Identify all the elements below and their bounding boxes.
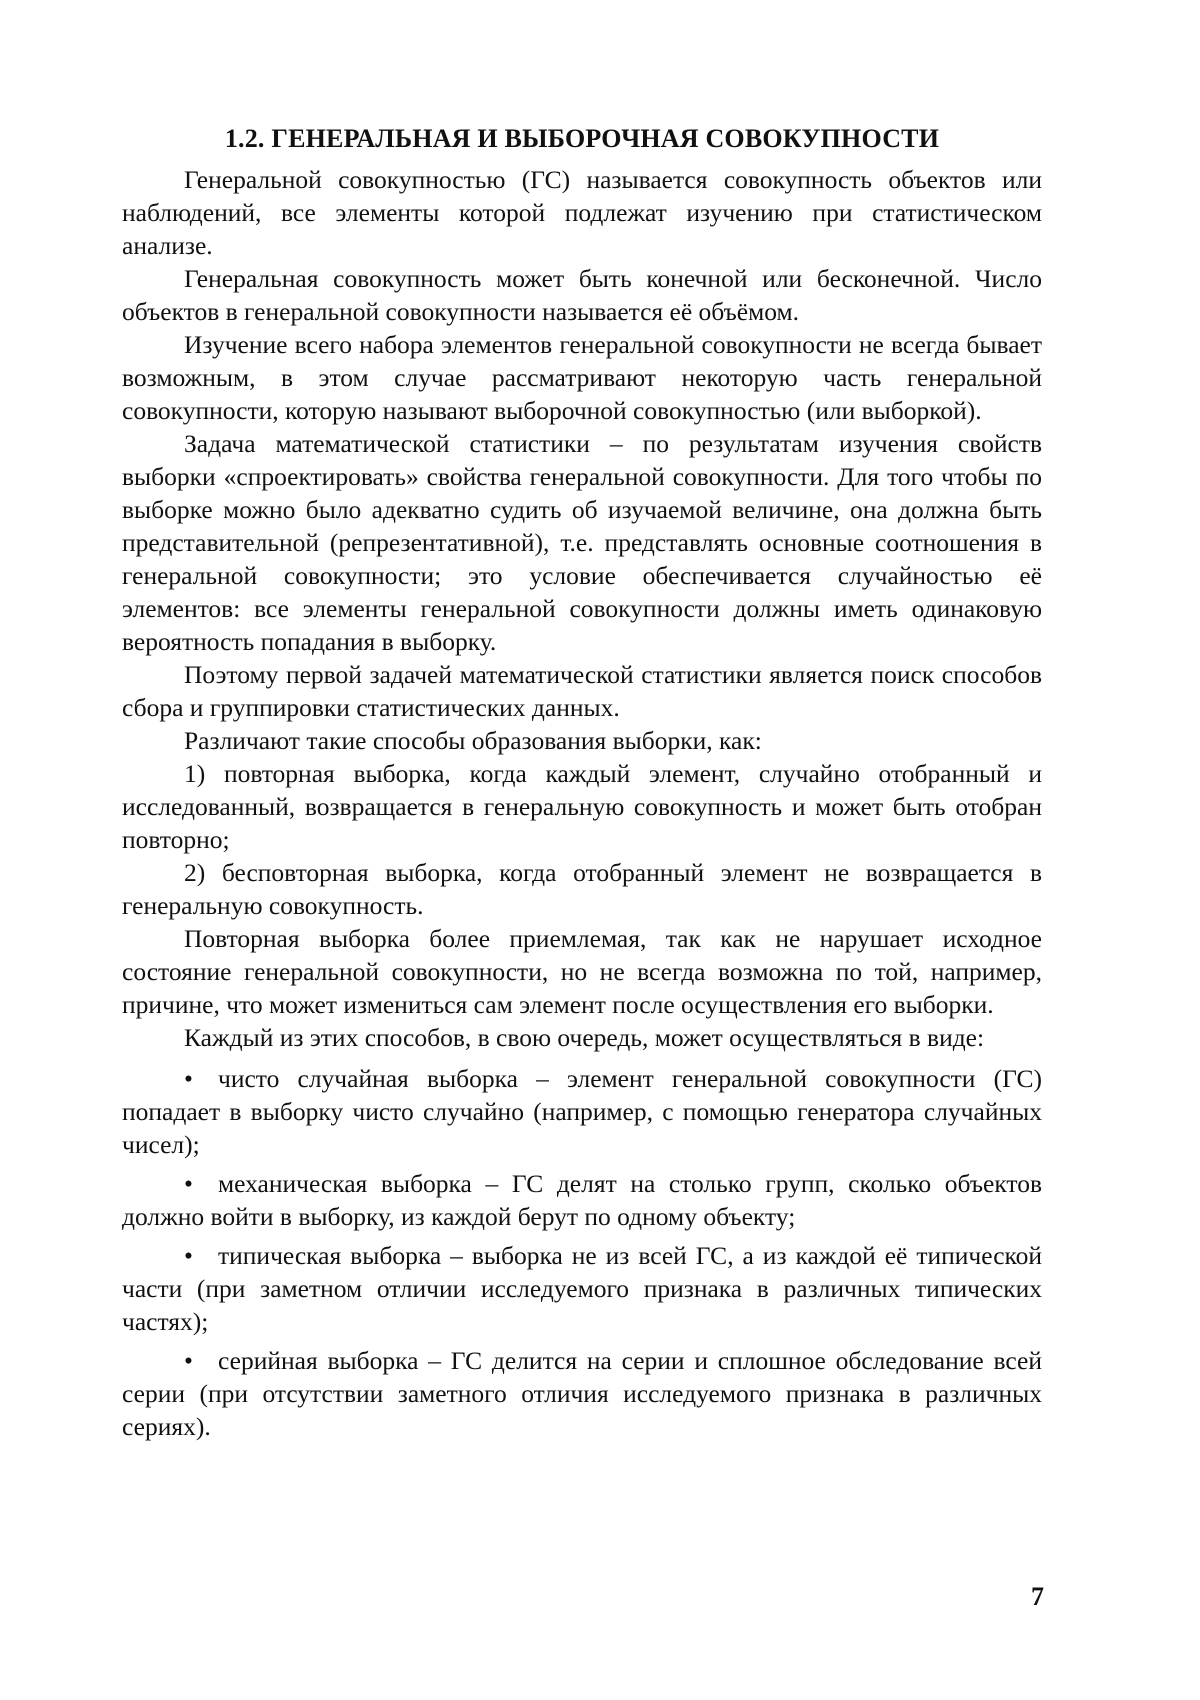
bullet-text: механическая выборка – ГС делят на столько групп, сколько объектов должно войти в выборку, из каждой берут по одному объекту;	[122, 1169, 1042, 1231]
paragraph: Повторная выборка более приемлемая, так как не нарушает исходное состояние генеральной совокупности, но не всегда возможна по той, например, причине, что может измениться сам элемент после осуществления его выборки.	[122, 924, 1042, 1019]
page-number: 7	[1031, 1582, 1044, 1611]
bullet-icon: •	[184, 1241, 193, 1270]
bullet-text: серийная выборка – ГС делится на серии и сплошное обследование всей серии (при отсутствии заметного отличия исследуемого признака в различных сериях).	[122, 1346, 1042, 1441]
paragraph: Каждый из этих способов, в свою очередь, может осуществляться в виде:	[184, 1023, 985, 1052]
bullet-icon: •	[184, 1064, 193, 1093]
bullet-item	[122, 1062, 1042, 1161]
bullet-item	[122, 1167, 1042, 1233]
paragraph: Изучение всего набора элементов генеральной совокупности не всегда бывает возможным, в этом случае рассматривают некоторую часть генеральной совокупности, которую называют выборочной совокупностью (или выборкой).	[122, 330, 1042, 425]
paragraph: Различают такие способы образования выборки, как:	[184, 726, 762, 755]
bullet-item	[122, 1239, 1042, 1338]
numbered-item: 1) повторная выборка, когда каждый элемент, случайно отобранный и исследованный, возвращается в генеральную совокупность и может быть отобран повторно;	[122, 759, 1042, 854]
page-content	[122, 122, 1042, 1443]
bullet-icon: •	[184, 1346, 193, 1375]
bullet-icon: •	[184, 1169, 193, 1198]
paragraph: Задача математической статистики – по результатам изучения свойств выборки «спроектировать» свойства генеральной совокупности. Для того чтобы по выборке можно было адекватно судить об изучаемой величине, она должна быть представительной (репрезентативной), т.е. представлять основные соотношения в генеральной совокупности; это условие обеспечивается случайностью её элементов: все элементы генеральной совокупности должны иметь одинаковую вероятность попадания в выборку.	[122, 429, 1042, 656]
section-heading: 1.2. ГЕНЕРАЛЬНАЯ И ВЫБОРОЧНАЯ СОВОКУПНОСТИ	[224, 124, 940, 153]
bullet-item	[122, 1344, 1042, 1443]
bullet-text: чисто случайная выборка – элемент генеральной совокупности (ГС) попадает в выборку чисто случайно (например, с помощью генератора случайных чисел);	[122, 1064, 1042, 1159]
paragraph: Генеральная совокупность может быть конечной или бесконечной. Число объектов в генеральной совокупности называется её объёмом.	[122, 264, 1042, 326]
numbered-item: 2) бесповторная выборка, когда отобранный элемент не возвращается в генеральную совокупность.	[122, 858, 1042, 920]
paragraph: Генеральной совокупностью (ГС) называется совокупность объектов или наблюдений, все элементы которой подлежат изучению при статистическом анализе.	[122, 165, 1042, 260]
bullet-text: типическая выборка – выборка не из всей ГС, а из каждой её типической части (при заметном отличии исследуемого признака в различных типических частях);	[122, 1241, 1042, 1336]
paragraph: Поэтому первой задачей математической статистики является поиск способов сбора и группировки статистических данных.	[122, 660, 1042, 722]
